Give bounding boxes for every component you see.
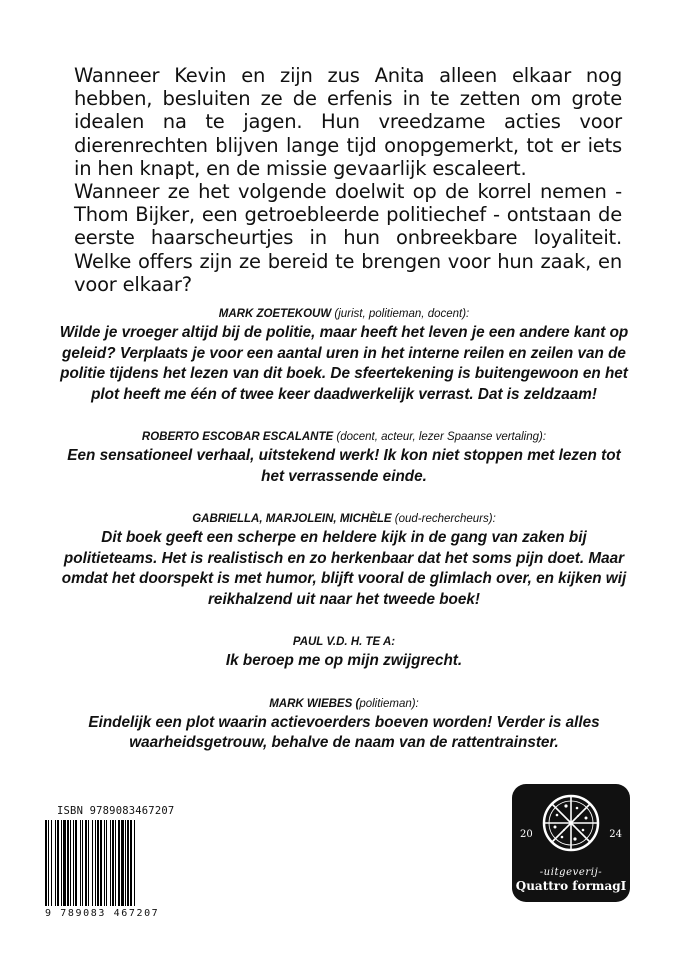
review [56,696,632,754]
review [56,429,632,487]
barcode-bar [121,820,124,906]
reviewer-role: (oud-rechercheurs): [391,513,496,525]
review [56,511,632,610]
barcode-bar [82,820,83,906]
back-cover-blurb [74,64,622,296]
barcode-bar [110,820,111,906]
publisher-logo [512,784,630,902]
barcode-bar [134,820,135,906]
barcode-bar [51,820,52,906]
barcode-bar [80,820,81,906]
review-quote: Ik beroep me op mijn zwijgrecht. [225,652,463,669]
barcode-bar [75,820,77,906]
barcode-bar [92,820,93,906]
review-attribution [56,429,632,445]
review [56,634,632,672]
barcode-digits: 9 789083 467207 [45,908,160,919]
barcode-bar [112,820,114,906]
blurb-paragraph-1: Wanneer Kevin en zijn zus Anita alleen elkaar nog hebben, besluiten ze de erfenis in te zetten om grote idealen na te jagen. Hun vreedzame acties voor dierenrechten blijven lange tijd onopgemerkt, tot er iets in hen knapt, en de missie gevaarlijk escaleert. [74,64,622,180]
reviewer-role: politieman): [359,697,419,710]
barcode-bar [106,820,107,906]
isbn-barcode [45,805,175,922]
reviewer-name: MARK ZOETEKOUW [218,308,332,320]
barcode-bar [125,820,126,906]
barcode-bar [55,820,56,906]
barcode-bar [127,820,129,906]
review-quote: Een sensationeel verhaal, uitstekend werk! Ik kon niet stoppen met lezen tot het verrassende einde. [67,447,621,485]
barcode-bar [95,820,96,906]
reviewer-name: ROBERTO ESCOBAR ESCALANTE [141,431,334,443]
reviewer-role: (jurist, politieman, docent): [331,308,470,320]
barcode-bar [73,820,74,906]
barcode-bar [85,820,87,906]
review-attribution [56,634,632,650]
barcode-bar [88,820,89,906]
pizza-icon [542,794,600,852]
barcode-bar [63,820,66,906]
review-attribution [56,696,632,712]
year-left: 20 [520,829,533,840]
barcode-bar [70,820,71,906]
review-quote: Eindelijk een plot waarin actievoerders boeven worden! Verder is alles waarheidsgetrouw, behalve de naam van de rattentrainster. [88,713,600,751]
review-attribution [56,511,632,527]
barcode-bar [97,820,99,906]
barcode-bar [130,820,132,906]
barcode-bars [45,820,170,908]
reviewer-name: MARK WIEBES ( [269,697,360,710]
review-quote: Wilde je vroeger altijd bij de politie, maar heeft het leven je een andere kant op geleid? Verplaats je voor een aantal uren in het interne reilen en zeilen van de politie tijdens het lezen van dit boek. De sfeertekening is buitengewoon en het plot heeft me één of twee keer daadwerkelijk verrast. Dat is zeldzaam! [59,324,629,403]
barcode-bar [48,820,49,906]
barcode-bar [61,820,62,906]
barcode-bar [57,820,59,906]
review-quote: Dit boek geeft een scherpe en heldere kijk in de gang van zaken bij politieteams. Het is realistisch en zo herkenbaar dat het soms pijn doet. Maar omdat het doorspekt is met humor, blijft vooral de glimlach over, en kijken wij reikhalzend uit naar het tweede boek! [61,529,627,608]
barcode-bar [100,820,102,906]
barcode-bar [45,820,47,906]
barcode-bar [118,820,120,906]
barcode-bar [115,820,116,906]
isbn-label: ISBN 9789083467207 [57,805,175,817]
publisher-name: Quattro formagI [515,879,627,893]
reviews-section [56,306,632,778]
review-attribution [56,306,632,322]
year-right: 24 [609,829,622,840]
barcode-bar [67,820,69,906]
blurb-paragraph-2: Wanneer ze het volgende doelwit op de korrel nemen - Thom Bijker, een getroebleerde politiechef - ontstaan de eerste haarscheurtjes in hun onbreekbare loyaliteit. Welke offers zijn ze bereid te brengen voor hun zaak, en voor elkaar? [74,180,622,296]
reviewer-name: PAUL V.D. H. TE A: [292,636,396,648]
review [56,306,632,405]
reviewer-role: (docent, acteur, lezer Spaanse vertaling): [333,431,547,443]
publisher-subtitle: -uitgeverij- [539,867,603,878]
barcode-bar [104,820,105,906]
reviewer-name: GABRIELLA, MARJOLEIN, MICHÈLE [192,513,392,525]
